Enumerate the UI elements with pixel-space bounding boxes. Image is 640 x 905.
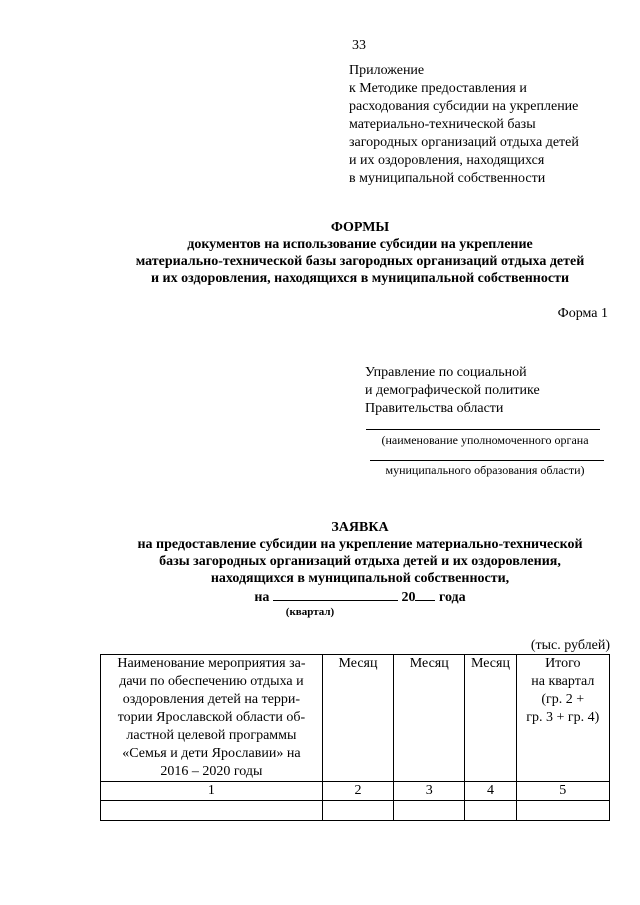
recipient-line: Управление по социальной (365, 365, 527, 380)
application-period (90, 588, 630, 606)
recipient-caption: муниципального образования области) (385, 463, 585, 477)
header-cell-month-1: Месяц (322, 655, 393, 782)
appendix-line: к Методике предоставления и (349, 81, 527, 96)
application-subtitle-line: базы загородных организаций отдыха детей и их оздоровления, (159, 554, 561, 569)
table-cell (101, 801, 323, 821)
header-text: оздоровления детей на терри- (122, 692, 301, 707)
header-text: (гр. 2 + (541, 692, 585, 707)
application-title: ЗАЯВКА (331, 520, 389, 535)
period-prefix: на (254, 590, 270, 605)
signature-line (366, 429, 600, 430)
page-number: 33 (352, 38, 366, 53)
appendix-line: материально-технической базы (349, 117, 536, 132)
header-text: 2016 – 2020 годы (160, 764, 263, 779)
header-text: «Семья и дети Ярославии» на (122, 746, 301, 761)
application-subtitle-line: на предоставление субсидии на укрепление материально-технической (137, 537, 583, 552)
table-number-row (101, 782, 610, 801)
table-cell (394, 801, 465, 821)
forms-title: ФОРМЫ (330, 220, 390, 235)
column-number: 4 (465, 782, 516, 801)
header-text: гр. 3 + гр. 4) (526, 710, 600, 725)
header-text: ластной целевой программы (126, 728, 297, 743)
appendix-line: и их оздоровления, находящихся (349, 153, 545, 168)
header-text: на квартал (531, 674, 595, 689)
forms-subtitle-line: материально-технической базы загородных организаций отдыха детей (135, 254, 585, 269)
table-header-row (101, 655, 610, 782)
header-cell-total (516, 655, 609, 782)
header-text: Наименование мероприятия за- (117, 656, 306, 671)
header-text: Итого (545, 656, 581, 671)
column-number: 1 (101, 782, 323, 801)
application-subtitle-line: находящихся в муниципальной собственности, (210, 571, 510, 586)
column-number: 3 (394, 782, 465, 801)
quarter-caption: (квартал) (285, 606, 335, 618)
header-text: дачи по обеспечению отдыха и (119, 674, 304, 689)
year-blank (415, 588, 435, 601)
header-cell-activity (101, 655, 323, 782)
column-number: 5 (516, 782, 609, 801)
quarter-blank (273, 588, 398, 601)
form-label: Форма 1 (557, 306, 608, 321)
application-table (100, 654, 610, 821)
table-cell (322, 801, 393, 821)
forms-subtitle-line: документов на использование субсидии на укрепление (187, 237, 533, 252)
appendix-line: расходования субсидии на укрепление (349, 99, 579, 114)
header-text: тории Ярославской области об- (117, 710, 306, 725)
period-suffix: года (438, 590, 466, 605)
recipient-caption: (наименование уполномоченного органа (381, 433, 589, 447)
appendix-note (349, 62, 579, 188)
signature-line (370, 460, 604, 461)
appendix-line: Приложение (349, 63, 425, 78)
recipient-line: и демографической политике (365, 383, 540, 398)
forms-subtitle (80, 236, 640, 287)
appendix-line: загородных организаций отдыха детей (349, 135, 579, 150)
recipient-line: Правительства области (365, 401, 504, 416)
appendix-line: в муниципальной собственности (349, 171, 546, 186)
table-row (101, 801, 610, 821)
recipient-block (365, 364, 540, 418)
table-cell (516, 801, 609, 821)
header-cell-month-2: Месяц (394, 655, 465, 782)
column-number: 2 (322, 782, 393, 801)
units-label: (тыс. рублей) (530, 638, 610, 653)
period-year: 20 (401, 590, 416, 605)
header-cell-month-3: Месяц (465, 655, 516, 782)
forms-subtitle-line: и их оздоровления, находящихся в муниципальной собственности (150, 271, 570, 286)
table-cell (465, 801, 516, 821)
application-subtitle (90, 536, 630, 587)
